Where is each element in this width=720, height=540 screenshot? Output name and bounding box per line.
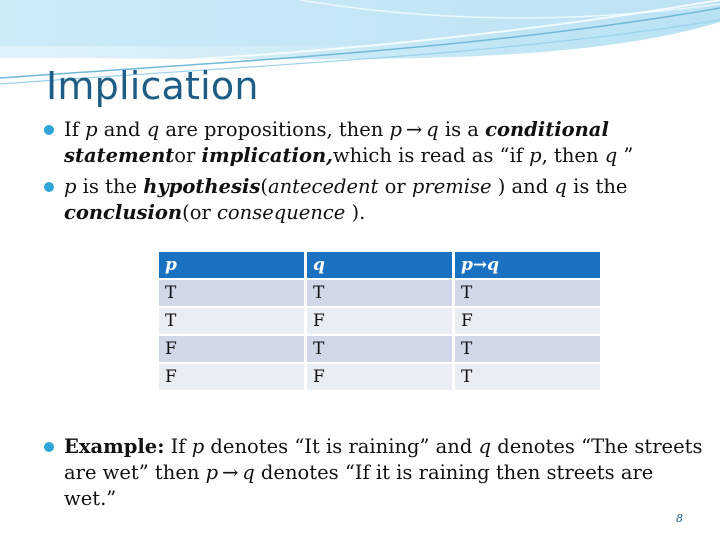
bullet-icon [44, 182, 54, 192]
text-run: and [97, 118, 147, 141]
variable-p: p [191, 435, 205, 458]
table-cell: T [307, 280, 452, 308]
table-cell: T [159, 308, 304, 336]
table-row [159, 308, 600, 336]
bullet-hypothesis-line-1 [64, 174, 627, 200]
table-cell: F [307, 364, 452, 392]
text-run: denotes “The streets [491, 435, 703, 458]
table-cell: T [455, 336, 600, 364]
variable-q: q [554, 175, 567, 198]
term-hypothesis: hypothesis [143, 175, 261, 198]
table-row [159, 280, 600, 308]
text-run: If [164, 435, 192, 458]
text-run: is the [566, 175, 628, 198]
bullet-example-line-2 [64, 460, 702, 486]
text-run: ” [617, 144, 634, 167]
text-run: is a [438, 118, 486, 141]
table-cell: F [159, 364, 304, 392]
table-cell: T [307, 336, 452, 364]
term-implication: implication, [201, 144, 333, 167]
truth-table [156, 252, 603, 392]
variable-q: q [146, 118, 160, 141]
bullet-example-line-3 [64, 486, 702, 512]
bullet-example-line-1 [64, 434, 702, 460]
variable-p: p [85, 118, 98, 141]
text-run: ) and [491, 175, 555, 198]
bullet-example [64, 434, 702, 512]
table-cell: T [455, 280, 600, 308]
term-conclusion: conclusion [64, 201, 183, 224]
table-cell: F [159, 336, 304, 364]
page-number: 8 [676, 512, 683, 525]
variable-p: p [529, 144, 542, 167]
table-row [159, 336, 600, 364]
header-q: q [307, 252, 452, 280]
text-run: which is read as “if [332, 144, 530, 167]
text-run: wet.” [64, 487, 117, 510]
text-run: is the [76, 175, 144, 198]
variable-p: p [64, 175, 77, 198]
slide-title: Implication [46, 64, 259, 108]
text-run: or [378, 175, 412, 198]
term-statement: statement [64, 144, 175, 167]
bullet-definition-line-1 [64, 117, 633, 143]
variable-q: q [604, 144, 618, 167]
table-cell: T [455, 364, 600, 392]
implication-expression: p → q [389, 118, 439, 141]
text-run: denotes “It is raining” and [204, 435, 479, 458]
truth-table-header-row [159, 252, 600, 280]
table-cell: F [455, 308, 600, 336]
header-p-implies-q: p→q [455, 252, 600, 280]
bullet-hypothesis [64, 174, 627, 226]
text-run: ( [260, 175, 268, 198]
term-conditional: conditional [485, 118, 609, 141]
bullet-icon [44, 442, 54, 452]
table-cell: T [159, 280, 304, 308]
text-run: (or [182, 201, 217, 224]
variable-q: q [478, 435, 492, 458]
bullet-definition-line-2 [64, 143, 633, 169]
text-run: ). [345, 201, 366, 224]
bullet-hypothesis-line-2 [64, 200, 627, 226]
table-row [159, 364, 600, 392]
term-premise: premise [411, 175, 492, 198]
bullet-definition [64, 117, 633, 169]
text-run: denotes “If it is raining then streets are [254, 461, 654, 484]
text-run: or [174, 144, 202, 167]
header-p: p [159, 252, 304, 280]
text-run: are wet” then [64, 461, 206, 484]
implication-expression: p → q [205, 461, 255, 484]
table-cell: F [307, 308, 452, 336]
text-run: , then [541, 144, 605, 167]
bullet-icon [44, 125, 54, 135]
text-run: If [64, 118, 86, 141]
example-label: Example: [64, 435, 165, 458]
text-run: are propositions, then [159, 118, 390, 141]
term-consequence: consequence [216, 201, 346, 224]
term-antecedent: antecedent [267, 175, 379, 198]
